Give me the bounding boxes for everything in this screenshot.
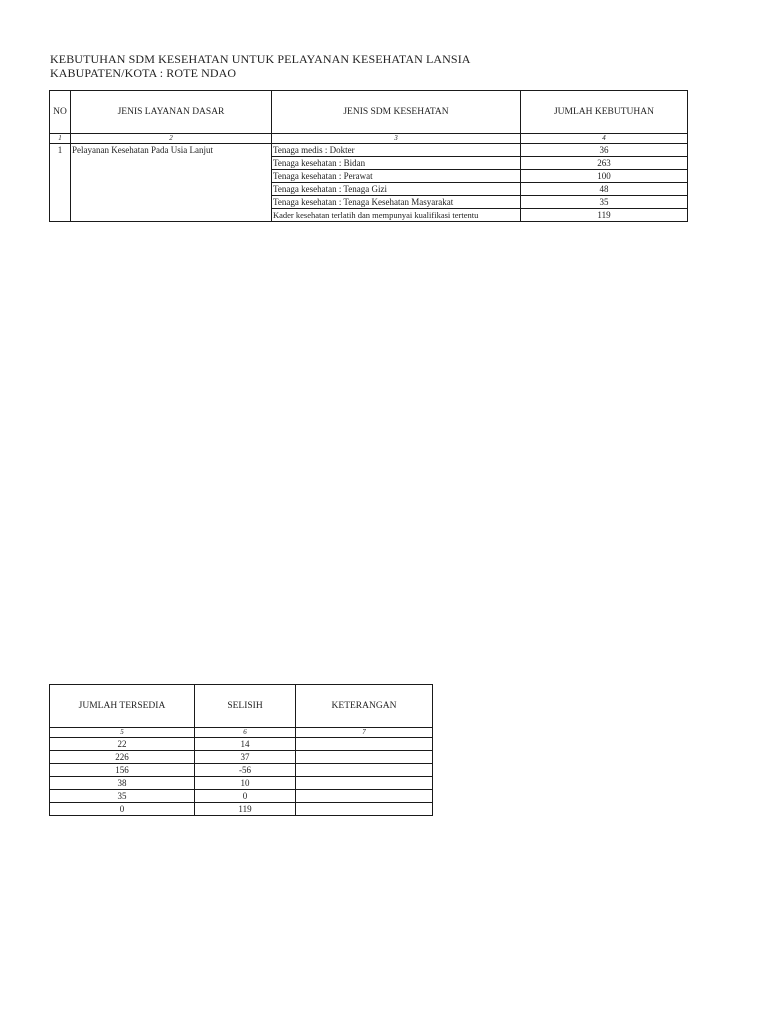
index-cell: 3 — [272, 134, 521, 144]
title-line-2: KABUPATEN/KOTA : ROTE NDAO — [50, 66, 237, 80]
index-cell: 5 — [50, 728, 195, 738]
document-title — [50, 52, 471, 80]
header-no: NO — [50, 91, 71, 134]
sdm-type: Tenaga kesehatan : Tenaga Kesehatan Masyarakat — [272, 196, 521, 209]
header-diff: SELISIH — [195, 685, 296, 728]
table-row — [50, 144, 688, 157]
diff-value: 37 — [195, 751, 296, 764]
need-value: 100 — [521, 170, 688, 183]
need-value: 35 — [521, 196, 688, 209]
sdm-type: Tenaga kesehatan : Tenaga Gizi — [272, 183, 521, 196]
note-value — [296, 751, 433, 764]
table-row — [50, 764, 433, 777]
table-row — [50, 790, 433, 803]
diff-value: 0 — [195, 790, 296, 803]
column-index-row — [50, 728, 433, 738]
header-need: JUMLAH KEBUTUHAN — [521, 91, 688, 134]
table-header-row — [50, 91, 688, 134]
need-value: 48 — [521, 183, 688, 196]
column-index-row — [50, 134, 688, 144]
note-value — [296, 790, 433, 803]
table-row — [50, 738, 433, 751]
diff-value: 10 — [195, 777, 296, 790]
need-value: 119 — [521, 209, 688, 222]
sdm-type: Tenaga kesehatan : Bidan — [272, 157, 521, 170]
index-cell: 4 — [521, 134, 688, 144]
service-name: Pelayanan Kesehatan Pada Usia Lanjut — [71, 144, 272, 222]
table-header-row — [50, 685, 433, 728]
needs-table — [49, 90, 688, 222]
available-value: 38 — [50, 777, 195, 790]
note-value — [296, 777, 433, 790]
note-value — [296, 764, 433, 777]
header-sdm: JENIS SDM KESEHATAN — [272, 91, 521, 134]
note-value — [296, 738, 433, 751]
available-value: 0 — [50, 803, 195, 816]
table-row — [50, 803, 433, 816]
sdm-type: Tenaga medis : Dokter — [272, 144, 521, 157]
index-cell: 2 — [71, 134, 272, 144]
sdm-type: Kader kesehatan terlatih dan mempunyai kualifikasi tertentu — [272, 209, 521, 222]
need-value: 263 — [521, 157, 688, 170]
table-row — [50, 777, 433, 790]
table-row — [50, 751, 433, 764]
available-value: 35 — [50, 790, 195, 803]
header-available: JUMLAH TERSEDIA — [50, 685, 195, 728]
sdm-type: Tenaga kesehatan : Perawat — [272, 170, 521, 183]
header-service: JENIS LAYANAN DASAR — [71, 91, 272, 134]
diff-value: -56 — [195, 764, 296, 777]
need-value: 36 — [521, 144, 688, 157]
availability-table — [49, 684, 433, 816]
diff-value: 14 — [195, 738, 296, 751]
note-value — [296, 803, 433, 816]
header-note: KETERANGAN — [296, 685, 433, 728]
row-number: 1 — [50, 144, 71, 222]
index-cell: 6 — [195, 728, 296, 738]
available-value: 156 — [50, 764, 195, 777]
available-value: 226 — [50, 751, 195, 764]
title-line-1: KEBUTUHAN SDM KESEHATAN UNTUK PELAYANAN KESEHATAN LANSIA — [50, 52, 471, 66]
diff-value: 119 — [195, 803, 296, 816]
index-cell: 7 — [296, 728, 433, 738]
index-cell: 1 — [50, 134, 71, 144]
available-value: 22 — [50, 738, 195, 751]
